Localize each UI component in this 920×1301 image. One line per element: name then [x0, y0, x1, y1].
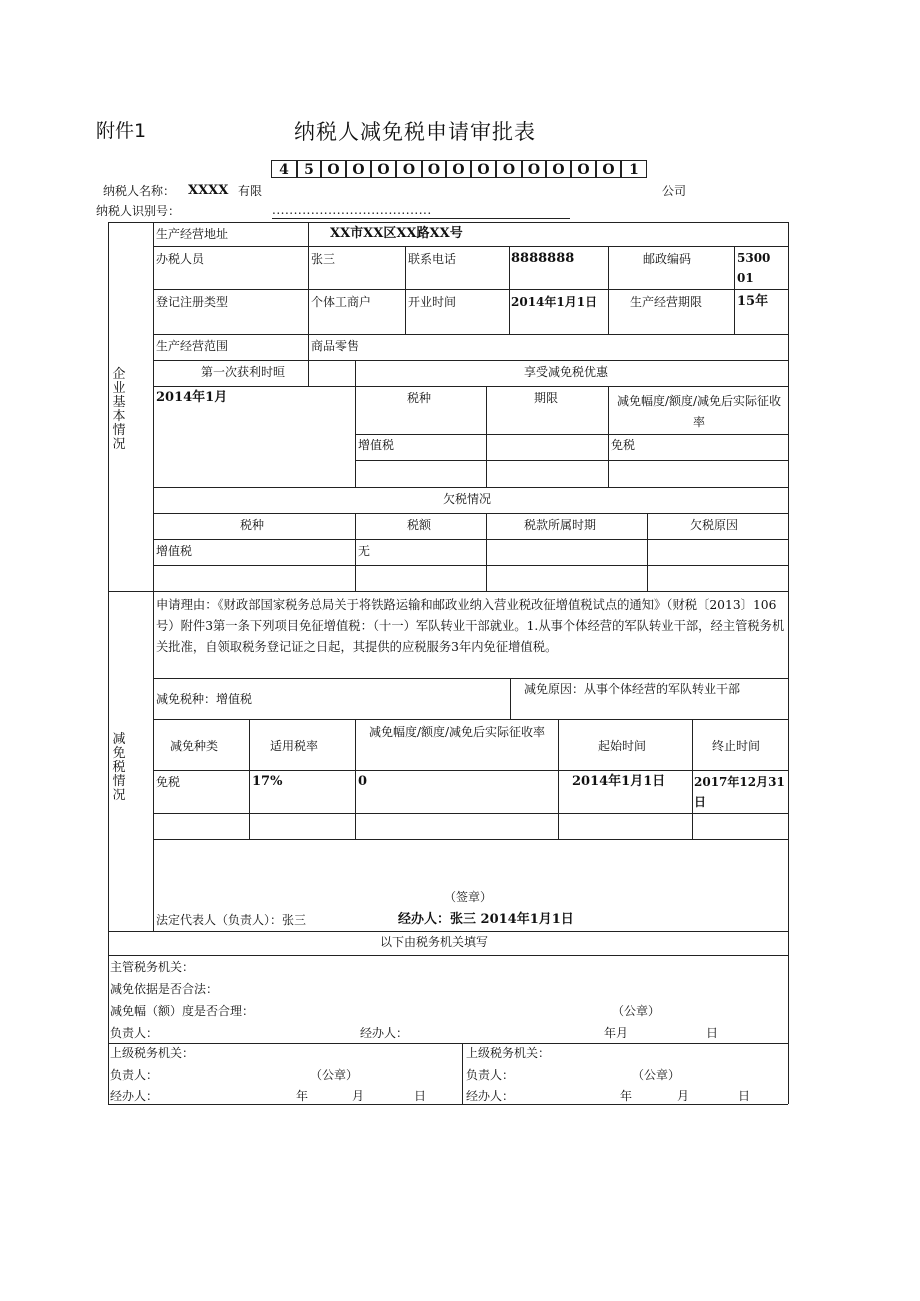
grid-line [608, 246, 609, 334]
annex-label: 附件1 [96, 120, 147, 142]
authority-year-month: 年月 [604, 1026, 629, 1040]
upper-year-right: 年 [620, 1089, 633, 1103]
authority-day: 日 [706, 1026, 719, 1040]
grid-line [108, 1043, 788, 1044]
grid-line [308, 360, 309, 386]
tax-clerk-label: 办税人员 [156, 252, 205, 266]
upper-head-right: 负责人： [466, 1068, 515, 1082]
period-value: 15年 [737, 294, 769, 309]
grid-line [486, 513, 487, 591]
grid-line [153, 513, 788, 514]
applicant-seal: （签章） [444, 890, 493, 904]
arrears-header-reason: 欠税原因 [690, 518, 739, 532]
code-digit-box: 4 [271, 160, 297, 178]
header-range: 减免幅度/额度/减免后实际征收率 [368, 725, 546, 739]
period-label: 生产经营期限 [630, 295, 703, 309]
taxpayer-name-value: XXXX [188, 183, 229, 198]
header-start: 起始时间 [598, 739, 647, 753]
code-digit-box: O [596, 160, 621, 178]
code-digit-box: O [346, 160, 371, 178]
upper-day-left: 日 [414, 1089, 427, 1103]
upper-head-left: 负责人： [110, 1068, 159, 1082]
taxpayer-name-company: 公司 [662, 184, 687, 198]
grid-line [486, 386, 487, 487]
arrears-title: 欠税情况 [443, 492, 492, 506]
frame-right [788, 222, 789, 1104]
page-title: 纳税人减免税申请审批表 [294, 120, 536, 144]
row-end: 2017年12月31日 [694, 775, 785, 809]
upper-seal-right: （公章） [632, 1068, 681, 1082]
tax-authority-section-title: 以下由税务机关填写 [380, 935, 489, 949]
frame-top [108, 222, 788, 223]
code-digit-box: O [446, 160, 471, 178]
applicant-handler: 经办人：张三 2014年1月1日 [398, 912, 574, 927]
arrears-header-amount: 税额 [407, 518, 432, 532]
frame-left [108, 222, 109, 1104]
upper-handler-left: 经办人： [110, 1089, 159, 1103]
address-value: XX市XX区XX路XX号 [330, 226, 463, 241]
grid-line [153, 678, 788, 679]
row-kind: 免税 [156, 775, 181, 789]
grid-line [108, 591, 788, 592]
range-label: 减免幅（额）度是否合理： [110, 1004, 255, 1018]
enjoy-header-rate: 减免幅度/额度/减免后实际征收率 [616, 394, 782, 429]
enjoy-label: 享受减免税优惠 [524, 365, 609, 379]
section2-side-label: 减免税情况 [112, 732, 126, 803]
grid-line [405, 246, 406, 334]
tax-type-label: 减免税种：增值税 [156, 692, 253, 706]
code-digit-box: O [571, 160, 596, 178]
grid-line [355, 719, 356, 839]
reg-type-value: 个体工商户 [311, 295, 372, 309]
grid-line [153, 487, 788, 488]
phone-value: 8888888 [511, 251, 575, 266]
grid-line [153, 334, 788, 335]
enjoy-header-tax: 税种 [407, 391, 432, 405]
code-digit-box: O [396, 160, 422, 178]
reg-type-label: 登记注册类型 [156, 295, 229, 309]
basis-label: 减免依据是否合法： [110, 982, 219, 996]
code-digit-box: 1 [621, 160, 647, 178]
upper-authority-label-left: 上级税务机关： [110, 1046, 195, 1060]
phone-label: 联系电话 [408, 252, 457, 266]
code-digit-box: O [496, 160, 522, 178]
grid-line [355, 360, 356, 487]
scope-value: 商品零售 [311, 339, 360, 353]
header-rate: 适用税率 [270, 739, 319, 753]
authority-seal: （公章） [612, 1004, 661, 1018]
arrears-row-tax: 增值税 [156, 544, 193, 558]
side-column-divider [153, 222, 154, 931]
section1-side-label: 企业基本情况 [112, 367, 126, 452]
address-label: 生产经营地址 [156, 227, 229, 241]
open-date-value: 2014年1月1日 [511, 295, 598, 309]
postcode-value: 530001 [737, 251, 771, 285]
first-profit-value: 2014年1月 [156, 390, 228, 405]
taxpayer-name-suffix: 有限 [238, 184, 263, 198]
grid-line [608, 386, 609, 487]
arrears-row-amount: 无 [358, 544, 371, 558]
grid-line [153, 539, 788, 540]
row-rate: 17% [252, 774, 283, 789]
code-digit-box: O [422, 160, 446, 178]
taxpayer-id-label: 纳税人识别号： [96, 204, 181, 218]
code-digit-box: 5 [297, 160, 321, 178]
grid-line [355, 434, 788, 435]
grid-line [509, 246, 510, 334]
grid-line [510, 678, 511, 719]
upper-authority-label-right: 上级税务机关： [466, 1046, 551, 1060]
upper-seal-left: （公章） [310, 1068, 359, 1082]
legal-representative: 法定代表人（负责人）：张三 [156, 913, 307, 927]
grid-line [692, 719, 693, 839]
taxpayer-id-dots: ..................................... [272, 203, 432, 217]
taxpayer-name-label: 纳税人名称： [103, 184, 176, 198]
upper-day-right: 日 [738, 1089, 751, 1103]
frame-bottom [108, 1104, 788, 1105]
upper-handler-right: 经办人： [466, 1089, 515, 1103]
grid-line [153, 565, 788, 566]
grid-line [308, 222, 309, 360]
upper-year-left: 年 [296, 1089, 309, 1103]
upper-month-left: 月 [352, 1089, 365, 1103]
open-date-label: 开业时间 [408, 295, 457, 309]
first-profit-label: 第一次获利时晅 [201, 365, 286, 379]
grid-line [734, 246, 735, 334]
code-digit-box: O [522, 160, 546, 178]
row-start: 2014年1月1日 [572, 774, 666, 789]
reduction-reason: 减免原因：从事个体经营的军队转业干部 [524, 682, 741, 696]
grid-line [153, 839, 788, 840]
authority-head: 负责人： [110, 1026, 159, 1040]
grid-line [249, 719, 250, 839]
scope-label: 生产经营范围 [156, 339, 229, 353]
grid-line [108, 931, 788, 932]
arrears-header-period: 税款所属时期 [524, 518, 597, 532]
enjoy-header-period: 期限 [534, 391, 559, 405]
enjoy-row-rate: 免税 [611, 438, 636, 452]
upper-month-right: 月 [677, 1089, 690, 1103]
grid-line [462, 1043, 463, 1104]
grid-line [355, 513, 356, 591]
grid-line [108, 955, 788, 956]
grid-line [153, 360, 788, 361]
grid-line [355, 460, 788, 461]
code-digit-box: O [371, 160, 396, 178]
row-range: 0 [358, 774, 368, 789]
grid-line [153, 386, 788, 387]
grid-line [647, 513, 648, 591]
code-digit-box: O [546, 160, 571, 178]
authority-label: 主管税务机关： [110, 960, 195, 974]
grid-line [153, 246, 788, 247]
postcode-label: 邮政编码 [643, 252, 692, 266]
grid-line [558, 719, 559, 839]
authority-handler: 经办人： [360, 1026, 409, 1040]
arrears-header-tax: 税种 [240, 518, 265, 532]
grid-line [153, 289, 788, 290]
header-end: 终止时间 [712, 739, 761, 753]
code-digit-box: O [321, 160, 346, 178]
tax-clerk-value: 张三 [311, 252, 336, 266]
taxpayer-id-underline [272, 218, 570, 219]
application-reason: 申请理由：《财政部国家税务总局关于将铁路运输和邮政业纳入营业税改征增值税试点的通知》（财税〔2013〕106号）附件3第一条下列项目免征增值税：（十一）军队转业干部就业。1.从事个体经营的军队转业干部，经主管税务机关批准，自领取税务登记证之日起，其提供的应税服务3年内免征增值税。 [156, 598, 785, 654]
enjoy-row-tax: 增值税 [358, 438, 395, 452]
code-digit-box: O [471, 160, 496, 178]
header-kind: 减免种类 [170, 739, 219, 753]
